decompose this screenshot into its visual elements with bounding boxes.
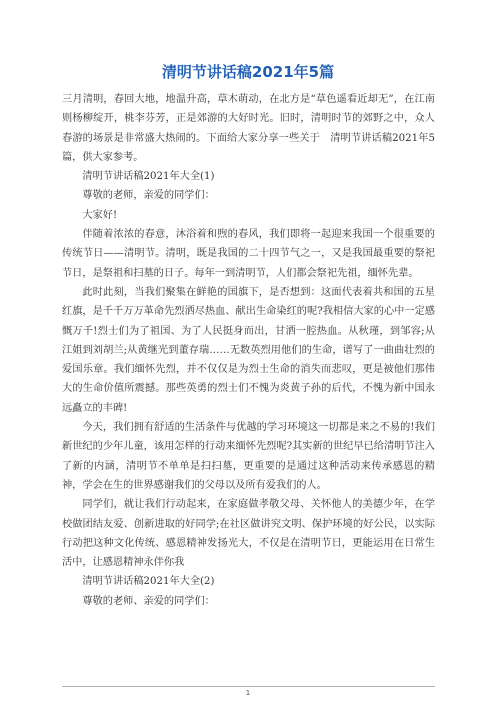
paragraph: 清明节讲话稿2021年大全(2) xyxy=(82,576,215,588)
paragraph: 清明节讲话稿2021年大全(1) xyxy=(82,171,215,183)
paragraph: 今天，我们拥有舒适的生活条件与优越的学习环境这一切都是来之不易的!我们新世纪的少年儿童，该用怎样的行动来缅怀先烈呢?其实新的世纪早已给清明节注入了新的内涵，清明节不单单是扫扫墓，更重要的是通过这种活动来传承感恩的精神，学会在生的世界感谢我们的父母以及所有爱我们的人。 xyxy=(62,422,435,491)
paragraph: 三月清明，春回大地，地温升高，草木萌动，在北方是“草色遥看近却无”，在江南则杨柳绽开，桃李芬芳，正是郊游的大好时光。旧时，清明时节的郊野之中，众人春游的场景是非常盛大热闹的。下面给大家分享一些关于 清明节讲话稿2021年5篇，供大家参考。 xyxy=(62,94,435,163)
paragraph: 尊敬的老师、亲爱的同学们： xyxy=(82,595,215,607)
paragraph: 尊敬的老师，亲爱的同学们： xyxy=(82,190,215,202)
page-title: 清明节讲话稿2021年5篇 xyxy=(161,63,335,81)
page-number: 1 xyxy=(245,689,251,697)
paragraph: 同学们，就让我们行动起来，在家庭做孝敬父母、关怀他人的美德少年，在学校做团结友爱、创新进取的好同学;在社区做讲究文明、保护环境的好公民，以实际行动把这种文化传统、感恩精神发扬光大，不仅是在清明节日，更能运用在日常生活中，让感恩精神永伴你我 xyxy=(62,499,435,569)
paragraph: 大家好! xyxy=(82,209,118,221)
paragraph: 此时此刻，当我们聚集在鲜艳的国旗下，是否想到：这面代表着共和国的五星红旗，是千千万万革命先烈洒尽热血、献出生命染红的呢?我相信大家的心中一定感慨万千!烈士们为了祖国、为了人民挺身而出，甘洒一腔热血。从秋瑾，到邹容;从江姐到刘胡兰;从黄继光到董存瑞……无数英烈用他们的生命，谱写了一曲曲壮烈的爱国乐章。我们缅怀先烈，并不仅仅是为烈士生命的消失而悲叹，更是被他们那伟大的生命价值所震撼。那些英勇的烈士们不愧为炎黄子孙的后代，不愧为新中国永远矗立的丰碑! xyxy=(62,286,435,414)
document-body xyxy=(62,90,435,611)
footer-divider xyxy=(62,686,435,687)
paragraph: 伴随着浓浓的春意，沐浴着和煦的春风，我们即将一起迎来我国一个很重要的传统节日——清明节。清明，既是我国的二十四节气之一，又是我国最重要的祭祀节日，是祭祖和扫墓的日子。每年一到清明节，人们都会祭祀先祖，缅怀先辈。 xyxy=(62,229,435,279)
